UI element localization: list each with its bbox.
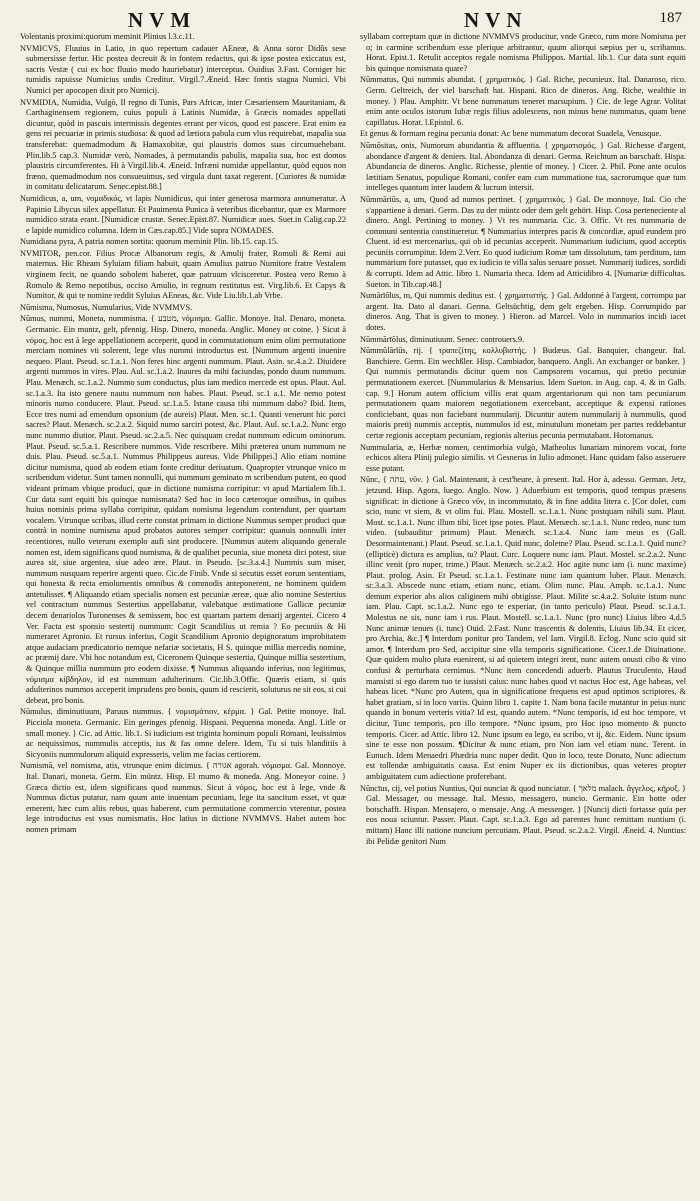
dictionary-entry: Nŭnc, { עתה, νῦν. } Gal. Maintenant, à cest'heure, à present. Ital. Hor à, adesso. German. Jetz, jetzund. Hisp. Agora, luego. Anglo. Now. } Aduerbium est temporis, quod tempus præsens significat: in dictione à Græco νῦν, in incommutato, & in fine addita litera c. [Cor dolet, cum scio, nunc vt siem, & vt olim fui. Plau. Mostell. sc.1.a.1. Nunc postquam nihili sum. Plaut. Most. sc.1.a.1. Nunc illum tibi, licet ipse potes. Plaut. Menæch. sc.1.a.1. Nunc redeo, nunc tum video. (subauditur primum) Plaut. Menæch. sc.1.a.4. Nunc iam meus es (Gall. Desormaintenant.) Plaut. Pseud. sc.1.a.1. Quid nunc, doletne? Plau. Pseud. sc.1.a.1. Quid nunc? (ellipticè) dictura es amplius, tu? Plaut. Curc. Loquere nunc iam. Plaut. Mostel. sc.2.a.2. Nunc illinc venit (pro nuper, trime.) Plaut. Menæch. sc.2.a.2. Hoc agite nunc iam (i. nunc maxime) Plaut. prolog. Asin. Et Pseud. sc.1.a.1. Festinate nunc iam quantum luber. Plaut. Menæch. sc.3.a.3. Abscede nunc etiam, etiam nunc, etiam. Olim nunc. Plau. Amph. sc.1.a.1. Nunc demum experior abs alios caliginem mihi obtigisse. Plaut. Milite sc.4.a.2. Soluite istum nunc iam. Plau. Capt. sc.1.a.2. Nunc ego te experiar, (in tanto periculo) Plaut. Pseud. sc.1.a.1. Molestus ne sis, nunc iam i rus. Plaut. Mostell. sc.1.a.1. Nunc (pro nunc) Liuius libro 4.d.5 Nunc animæ tenues (i. tunc) Ouid. 2.Fast. Nunc trascentis & dolentis, Liuius lib.34. Et cicer, pro Archia, &c.] ¶ Interdum ponitur pro Tandem, vel Iam. Virgil.8. Eclog. Nunc scio quid sit amor. ¶ Interdum pro Sed, accipitur sine vlla temporis significatione. Cicer.1.de Diuinatione. Quæ quidem multo plura euenirent, si ad quietem integri irent, nunc autem onusti cibo & vino confusi & perturbata cernimus. *Nunc item concedendi aduerb. Plautus Truculento, Haud mansisti si ego darem tuo te iussisti caius: nunc habes quod vt nactus Hoc est, Age habeas, vel habeas licet. *Nunc pro Autem, qua in significatione frequens est apud optimos scriptores, & habet gratiam, si in loco variis. Quinn libro 1. capite 1. Nam bona facile mutantur in peius nunc quando in bonum verteris vitia? Id est, quando autem. *Nunc temporis, id est hoc tempore, vt dicitur, Tunc temporis, pro illo tempore. *Nunc ipsum, pro Hoc ipso momento & puncto temporis. Cicer. ad Attic. libro 12. Nunc ipsum ea lego, ea scribo, vt ij, &c. Eidem. Nunc ipsum sine te esse non possum. ¶Dicitur & nunc etiam, pro Non iam vel etiam nunc. Terent. in Eunuch. Idem Menaedri Phædria nunc nuper dedit. Quo in loco, teste Donato, Nunc adiectum est tollendæ ambiguitatis causa. Est enim Nuper ex iis dictionibus, quas veteres propter ambiguitatem cum adiectione proferebant. [360, 475, 686, 781]
dictionary-entry: Nūmmŭlārĭūs, rij. { τραπεζίτης, κολλυβιστής. } Budæus. Gal. Banquier, changeur. Ital. Banchiere. Germ. Ein wechßler. Hisp. Cambiador, banquero. Angli. An exchanger or banker. } Qui nummis permutandis dicitur quem nos Campsorem vocamus, qui pretio pecuniæ permutationem exercet. [Nummularius & Mensarius. Idem Sueton. in Aug. cap. 4. & in Galb. cap. 9.] Horum autem officium villis erat quam argentariorum qui non tam pecuniarum permutationem quam maiorem negotiationem exercebant, acceptique & expensi rationes conficiebant, quas non faciebant nummularij. Dicuntur autem nummularij à nummulis, quod maioris pretij nummis acceptis, nummulos id est, minutulum monetam per partes reddebantur certæ regionis acceptam pecuniam, regionis alterius pecunia permutabant. Hotomanus. [360, 346, 686, 440]
dictionary-entry: Nūmus, nummi, Moneta, nummisma. { מטבע, νόμισμα. Gallic. Monoye. Ital. Denaro, moneta. Germanic. Ein muntz, gelt, pfennig. Hisp. Dinero, moneda. Anglic. Money or coine. } Sicut à νόμος, hoc est à lege appellationem acceperit, quod in commutationum enim olim permutatione merciam nomines vti solerent, lege vlus nummi introductus est. [Nummum argenti inuenire nequeo. Plaut. Pseud. sc.1.a.1. Non feres hinc argenti nummum. Plaut. Asin. sc.4.a.2. Diuidere argenti nummos in vires. Plau. Aul. sc.1.a.2. Inaures da mihi faciundas, pondo duum nummum. Plau. Menæch. sc.1.a.2. Nummo sum conductus, plus iam medico mercede est opus. Plaut. Aul. sc.1.a.3. Ita isto genere nautu nummum non habes. Plaut. Pseud. sc.1 a.1. Me nemo potest minoris numo conducere. Plaut. Pseud. sc.1.a.5. Istane causa tibi nummum dabo? Ibid. Item, Ecce tres numi ad emendum opsonium (de aureis) Plaut. Men. sc.1. Quanti venerunt hic porci sacres? Plaut. Menæch. sc.2.a.2. Siquid numo sarciri potest, &c. Plaut. Aul. sc.1.a.2. Nunc ergo nunc nummo diutior. Plaut. Pseud. sc.2.a.5. Nec quisquam credat nummum edicum ominorum. Plaut. Pseud. sc.5.a.1. Rescribere nummos. Vide rescribere. Mihi præterea unum nummum ne duis. Plau. Pseud. sc.5.a.1. Nummus Philippeus aureus. Vide Philippei.] Alio etiam nomine dicitur numisma, quod ab eodem etiam fonte creditur deriuatum. Quapropter vtrunque vnico m scribendum videtur. Sunt tamen nonnulli, qui nummum geminato m scribendum putent, eo quod videant primam vbique produci, quæ in dictione numisma corripitur: vt apud Martialem lib.1. Cur data sunt equiti bis quinque numismata? Sed hoc in loco cæteroque omnibus, in quibus huius nominis prima syllaba corripitur, quidam nomisma legendum contendunt, per quartam vocalem. Vtrunque scribas, illud certe constat primam in dictione Nummus semper produci quæ contrà in nomine numisma apud probatos autores semper corripitur: quanuis nonnulli inter recentiores, nullo veterum exemplo aufi sint producere. [Nummus autem aliquando generale nomen est, idem significans quod numisma, & de qualibet pecunia, siue moneta dici potest, siue aurea sit, siue argentea, siue adeo ære. Plaut. in Pseudo. [sc.3.a.4.] Nummis sum miser, nummum nusquam reperire argenti queo. Cic.de Finib. Vnde si secutus esset eorum sententiam, qui honesta & recta emolumentis omnibus & commodis anteponerent, ne hominem quidem antetulisset. ¶ Aliquando etiam specialis nomen est pecuniæ æreæ, quæ alio nomine Sestertius vel contractum nummus Sestertius appellabatur, valebatque æstimatione Gallicæ pecuniæ decem denariolos Turonenses & semissem, hoc est quartam partem denarij argentei. Cicero 4 Ver. Facta est sponsio sestertij nummum: Cogit Scandilius ut remia ? Eo pecuniis & Hi numeraret Apronio. Et rursus inferius, Cogit Scandilium Apronio depignoratum improbitatem atque audaciam prædicatorio nemque nefariæ societatis, H S. quinque millia mercedis nomine, ac præmij dare. Vbi hoc notandum est, Ciceronem Quinque sestertia, Quinque millia sestertium, & Quinque millia nummum pro eodem dixisse. ¶ Nummus aliquando inferius, non legitimus, νόμισμα κίβδηλον, id est nummum adulterinum. Cic.lib.3.Offic. Quæris etiam, si quis adulterinos nummos acceperit imprudens pro bonis, quum id rescierit, soluturus ne sit eos, si cui debeat, pro bonis. [20, 314, 346, 705]
left-column [20, 32, 346, 1189]
dictionary-entry: Numidicus, a, um, νομαδικός, vt lapis Numidicus, qui inter generosa marmora annumeratur. A Papinio Libycus silex appellatur. Et Pauimenta Punica à veteribus dicebantur, quæ ex Marmore numidico strata erant. [Numidicæ crustæ. Senec.Epist.87. Numidicæ aues. Suet.in Calig.cap.22 e lapide numidico columna. Idem in Cæs.cap.85.] Vide supra NOMADES. [20, 193, 346, 235]
text-columns [20, 32, 686, 1189]
header-left-title: NVM [128, 8, 197, 32]
dictionary-entry: Nūmulus, diminutiuum, Paruus nummus. { νομισμάτιον, κέρμα. } Gal. Petite monoye. Ital. Picciola moneta. Germanic. Ein geringes pfennig. Hispani. Pequenna moneda. Angl. Litle or small money. } Cic. ad Attic. lib.1. Si iudicium est triginta hominum populi Romani, leuissimos ac nequissimos, nummulis acceptis, ius & fas omne delere. Idem, Tu si tuis blanditiis à Sicyoniis nummulorum aliquid expresseris, velim me facias certiorem. [20, 707, 346, 759]
page-number: 187 [659, 10, 682, 26]
dictionary-entry: Nūmōsitas, onis, Numorum abundantia & affluentia. { χρηματισμός. } Gal. Richesse d'argent, abondance d'argent & deniers. Ital. Abondanza di denari. Germa. Reichtum an barschaft. Hispa. Abundancia de dineros. Anglic. Richesse, plentie of money. } Cicer. 2. Phil. Pone ante oculos lætitiam Senatus, populique Romani, confer eam cum nummatione tua, sacrorumque quæ tum intelleges quantum inter laudem & lucrum intersit. [360, 140, 686, 193]
dictionary-entry: syllabam correptam quæ in dictione NVMMVS producitur, vnde Græco, rum more Nomisma per o; in carmine scribendum esse plerique arbitrantur, quum aliorqui sæpius per u, scribamus. Horat. Epist.1. Retulit acceptos regale nomisma Philippos. Martial. lib.1. Cur data sunt equiti bis quinque nomismata quare? [360, 32, 686, 73]
dictionary-entry: Nŭncīus, cij, vel potius Nuntius, Qui nunciat & quod nunciatur. { מלאך malach. ἄγγελος, κῆρυξ. } Gal. Messager, ou message. Ital. Messo, messagero, nuncio. Germanic. Ein botte oder botschafft. Hispan. Mensajero, o mensaje. Ang. A messenger. } [Nuncij dicti fortasse quia per eos noua sciuntur. Passer. Plaut. Capt. sc.1.a.3. Ego ad parentes hunc remittam nuntium (i. mittam) Hanc illi natione nuncium percutiam. Plaut. Pseud. sc.2.a.2. Virgil. Æneid. 4. Nuntius: ibi Pelidæ genitori Num [360, 783, 686, 846]
dictionary-entry: NVMITOR, pen.cor. Filius Procæ Albanorum regis, & Amulij frater, Romuli & Remi aui maternus. Hic Rheam Syluiam filiam habuit, quam Amulius patruo Numitore fratre Vestalem virginem fecit, ne quando sobolem haberet, quæ patruum vlcisceretur. Postea vero Remo à Romulo & Remo nepotibus, occiso Amulio, in regnum restitutus est. Virg.lib.6. Et Capys & Numitor, & qui te nomine reddit Syluius AEneas, &c. Vide Liu.lib.1.ab Vrbe. [20, 248, 346, 301]
right-column [360, 32, 686, 1189]
dictionary-entry: Nūmisma, Numosus, Numularius, Vide NVMMVS. [20, 302, 193, 312]
dictionary-entry: Nūmmatus, Qui nummis abundat. { χρηματικός. } Gal. Riche, pecunieux. Ital. Danaroso, rico. Germ. Geltreich, der viel barschaft hat. Hispani. Rico de dineros. Ang. Riche, wealthie in money. } Plau. Amphitr. Vt bene nummatum teneret marsupium. } Cic. de lege Agrar. Volitat enim ante oculos istorum Iubæ regis filius adolescens, non minus bene nummatus, quam bene capillatus. Horat. l.Epistol. 6. [360, 75, 686, 127]
dictionary-entry: Numidiana pyra, A patria nomen sortita: quorum meminit Plin. lib.15. cap.15. [20, 237, 279, 247]
dictionary-entry: Nummularia, æ, Herbæ nomen, centimorbia vulgò, Matheolus lunariam minorem vocat, forte echicos altera Plinij pulegio similis. vt Gesnerus in Iulio admonet. Hanc quidam falso asseruere esse putant. [360, 442, 686, 473]
dictionary-entry: NVMICVS, Fluuius in Latio, in quo repertum cadauer AEneæ, & Anna soror Didûs sese submersisse fertur. Hic postea decreuit & in fontem redactus, qui & ipse postea exiccatus est, sacris Vestæ ( cui ex hoc fluuio modo hauriebatur) interceptus. Ouidius 3.Fast. Corniger hic tumidis rapuisse Numicius undis Creditur. Virgil.7.Æneid. Hæc fontis stagna Numici. Vbi Numici per apocopen dixit pro Numicij. [20, 43, 346, 95]
dictionary-entry: Numismā, vel nomisma, atis, vtrunque enim dicimus. { אגורה agorah. νόμισμα. Gal. Monnoye. Ital. Danari, moneta. Germ. Ein müntz. Hisp. El mumo & moneda. Ang. Moneyor coine. } Græca dictio est, idem significans quod nummus. Sicut à νόμος, hoc est à lege, vnde & Nummus dictus putatur, nam quum ante inuentam pecuniam, lege ita sancitum esset, vt quæ emerent, hæc cum aliis rebus, quas haberent, cum permutatione commercio vterentur, postea lege introductus est vsus numismatis. Hoc latius in dictione NVMMVS. Habet autem hoc nomen primam [20, 761, 346, 834]
dictionary-entry: Numārīŏlus, m, Qui nummis deditus est. { χρηματιστής. } Gal. Addonné à l'argent, corrompu par argent. Ita. Dato al danari. Germa. Geltsüchtig, dem gelt ergeben. Hisp. Corrumpido par dineros. Ang. That is given to money. } Hieron. ad Marcel. Volo in nummarios incidi iacet dotes. [360, 291, 686, 333]
dictionary-entry: Nūmmārīŏlus, diminutiuum. Senec. controuers.9. [360, 334, 525, 344]
dictionary-entry: Volentanis proximi:quorum meminit Plinius l.3.c.11. [20, 32, 195, 41]
dictionary-entry: Nūmmāriūs, a, um, Quod ad numos pertinet. { χρηματικός. } Gal. De monnoye. Ital. Cio che s'appartiene à denari. Germ. Das zu der müntz oder dem gelt gehört. Hisp. Cosa perteneciente al dinero. Angl. Pertining to money. } Vt res nummaria. Cic. 3. Offic. Vt res nummaria de communi sententia constitueretur. ¶ Nummarius interpres pacis & concordiæ, apud eundem pro Cluent. id est mercenarius, qui ob id pecunias acceperit. Nummarium iudicium, quod acceptis pecuniis corrumpitur. Idem 2.Verr. Eo quod iudicium Romæ tam dissolutum, tam perditum, tam nummarium fore putasset, quo ex iudicio te villa salus seruare posset. Nummarij iudices, sordidi & corrupti. Idem ad Attic. libro 1. Numaria theca. Idem ad Atticidibro 4. [Numariæ difficultas. Sueton. in Tib.cap.48.] [360, 194, 686, 289]
dictionary-entry: Et genus & formam regina pecunia donat: Ac bene nummatum decorat Suadela, Venusque. [360, 129, 662, 139]
header-right-title: NVN [464, 8, 528, 32]
dictionary-entry: NVMIDIA, Numidia, Vulgò, Il regno di Tunis, Pars Africæ, inter Cæsariensem Mauritaniam, & Carthaginensem regionem, cuius populi à Latinis Numidæ, à Græcis nomades appellati dicuntur, quòd in pascuis intermissis degentes errant per vicos, quod est pascere. Erat enim ea gens rei pecuariæ in primis studiosa: & quod ad lætiora pabula cum vlus requirebat, mapalia sua transferebat: quemadmodum & Hamaxobitæ, qui plaustris domos suas circumuehebant. Plin.lib.5 cap.3. Numidæ verò, Nomades, à permutandis pabulis, mapalia sua, hoc est domos plaustris circumferentes. Hi à Virgil.lib.4. Æneid. Infræni numidæ appellantur, quòd equos non fræno, quemadmodum nos consueuimus, sed virgula dunt taxat regerent. [Curiores & numidæ in comitatu delicatarum. Senec.epist.88.] [20, 97, 346, 192]
